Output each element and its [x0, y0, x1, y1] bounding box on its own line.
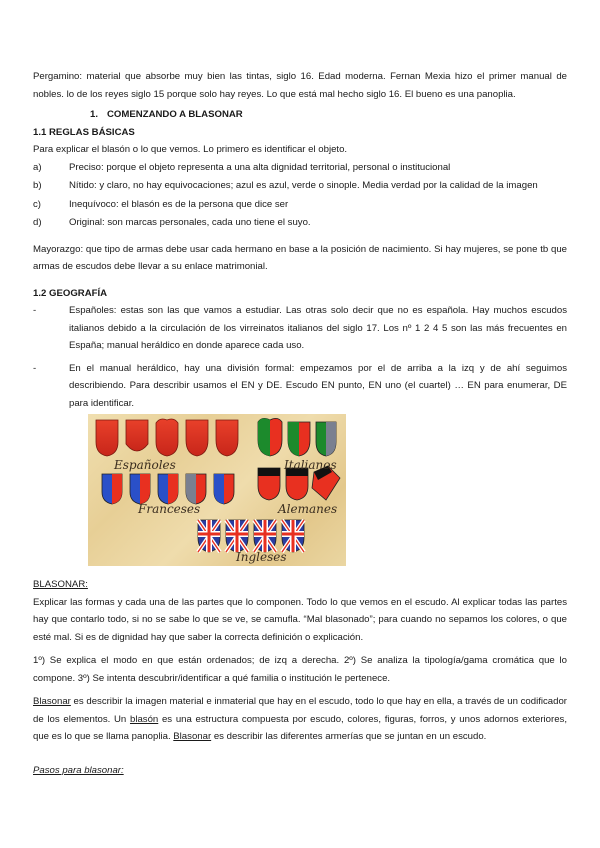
bullet-item: - Españoles: estas son las que vamos a estudiar. Las otras solo decir que no es española. Hay muchos escudos italianos debido a la circulación de los virreinatos italianos del siglo 17. Los nº 1 2 4 5 son las más frecuentes en España; manual heráldico en donde aparece cada uso. — [33, 305, 567, 351]
list-item: b) Nítido: y claro, no hay equivocaciones; azul es azul, verde o sinople. Media verdad por la calidad de la imagen — [33, 180, 538, 191]
section-heading-1-2: 1.2 GEOGRAFÍA — [33, 287, 108, 299]
english-shields-icon — [198, 520, 304, 552]
label-franceses: Franceses — [138, 502, 201, 516]
label-ingleses: Ingleses — [236, 550, 287, 564]
section-heading-1: 1. COMENZANDO A BLASONAR — [90, 109, 243, 120]
label-espanoles: Españoles — [114, 458, 176, 472]
rules-intro: Para explicar el blasón o lo que vemos. Lo primero es identificar el objeto. — [33, 144, 348, 155]
document-content — [33, 68, 567, 779]
label-italianos: Italianos — [284, 458, 337, 472]
mayorazgo-paragraph: Mayorazgo: que tipo de armas debe usar cada hermano en base a la posición de nacimiento. Si hay mujeres, se pone tb que armas de escudos debe llevar a su enlace matrimonial. — [33, 243, 567, 272]
list-item: d) Original: son marcas personales, cada uno tiene el suyo. — [33, 217, 311, 228]
french-shields-icon — [102, 474, 234, 504]
pasos-heading: Pasos para blasonar: — [33, 764, 124, 776]
blasonar-paragraph-1: Explicar las formas y cada una de las partes que lo componen. Todo lo que vemos en el escudo. Al explicar todas las partes hay que contarlo todo, si no se sabe lo que se ve, se camufla. “Mal blasonado”; para cuando no sepamos los colores, o que esté mal. Si es de dignidad hay que saber la correcta definición o explicación. — [33, 596, 567, 643]
intro-paragraph: Pergamino: material que absorbe muy bien las tintas, siglo 16. Edad moderna. Fernan Mexia hizo el primer manual de nobles. lo de los reyes siglo 15 porque solo hay reyes. Lo que está mal hecho siglo 16. El bueno es una panoplia. — [33, 71, 567, 100]
blasonar-paragraph-2: 1º) Se explica el modo en que están ordenados; de izq a derecha. 2º) Se analiza la tipología/gama cromática que lo compone. 3º) Se intenta descubrir/identificar a qué familia o institución le pertenece. — [33, 655, 567, 684]
italian-shields-icon — [258, 418, 336, 456]
label-alemanes: Alemanes — [278, 502, 338, 516]
shields-illustration — [88, 414, 346, 566]
bullet-item: - En el manual heráldico, hay una división formal: empezamos por el de arriba a la izq y de ahí seguimos describiendo. Para describir usamos el EN y DE. Escudo EN punto, EN uno (el cuartel) … EN para enumerar, DE para identificar. — [33, 362, 567, 409]
shields-figure — [88, 414, 346, 566]
section-heading-1-1: 1.1 REGLAS BÁSICAS — [33, 126, 135, 138]
list-item: c) Inequívoco: el blasón es de la persona que dice ser — [33, 198, 289, 210]
blasonar-paragraph-3: Blasonar es describir la imagen material e inmaterial que hay en el escudo, todo lo que hay en ella, a través de un codificador de los elementos. Un blasón es una estructura compuesta por escudo, colores, figuras, forros, y unos adornos exteriores, que es lo que se llama panoplia. Blasonar es describir las diferentes armerías que se juntan en un escudo. — [33, 696, 567, 742]
blasonar-heading: BLASONAR: — [33, 579, 88, 590]
list-item: a) Preciso: porque el objeto representa a una alta dignidad territorial, personal o institucional — [33, 161, 451, 173]
spanish-shields-icon — [96, 419, 238, 456]
